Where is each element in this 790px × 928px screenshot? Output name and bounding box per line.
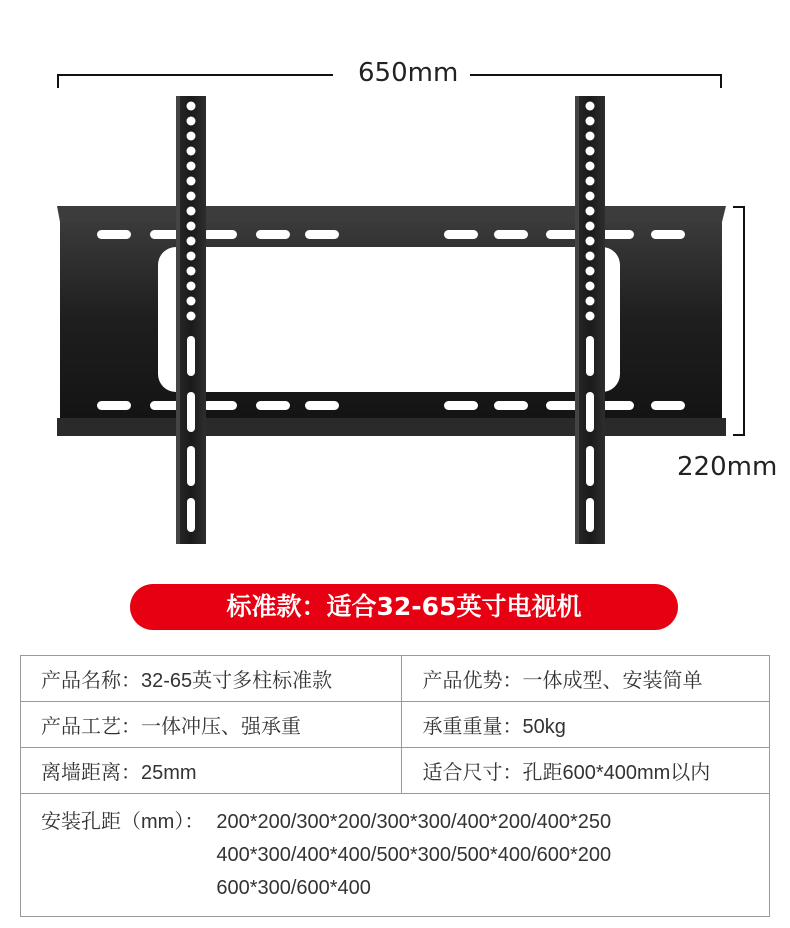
product-type-banner: 标准款：适合32-65英寸电视机 — [130, 584, 678, 630]
spec-product-process: 产品工艺：一体冲压、强承重 — [21, 702, 402, 748]
hole-spacing-line: 400*300/400*400/500*300/500*400/600*200 — [216, 844, 612, 866]
spec-row — [21, 794, 770, 917]
left-mounting-arm — [176, 96, 206, 544]
spec-hole-spacing — [21, 794, 770, 917]
spec-wall-distance: 离墙距离：25mm — [21, 748, 402, 794]
hole-spacing-label: 安装孔距（mm）： — [41, 811, 205, 833]
spec-product-advantage: 产品优势：一体成型、安装简单 — [402, 656, 770, 702]
hole-spacing-line: 600*300/600*400 — [216, 877, 371, 899]
hole-spacing-values — [216, 806, 611, 905]
right-mounting-arm — [575, 96, 605, 544]
spec-load-weight: 承重重量：50kg — [402, 702, 770, 748]
height-dimension-label: 220mm — [677, 452, 778, 482]
spec-row — [21, 656, 770, 702]
width-dimension-label: 650mm — [358, 58, 459, 88]
hole-spacing-line: 200*200/300*200/300*300/400*200/400*250 — [216, 811, 612, 833]
spec-product-name: 产品名称：32-65英寸多柱标准款 — [21, 656, 402, 702]
wall-plate — [57, 206, 726, 436]
product-spec-table — [20, 655, 770, 917]
spec-row — [21, 748, 770, 794]
spec-fit-size: 适合尺寸：孔距600*400mm以内 — [402, 748, 770, 794]
spec-row — [21, 702, 770, 748]
